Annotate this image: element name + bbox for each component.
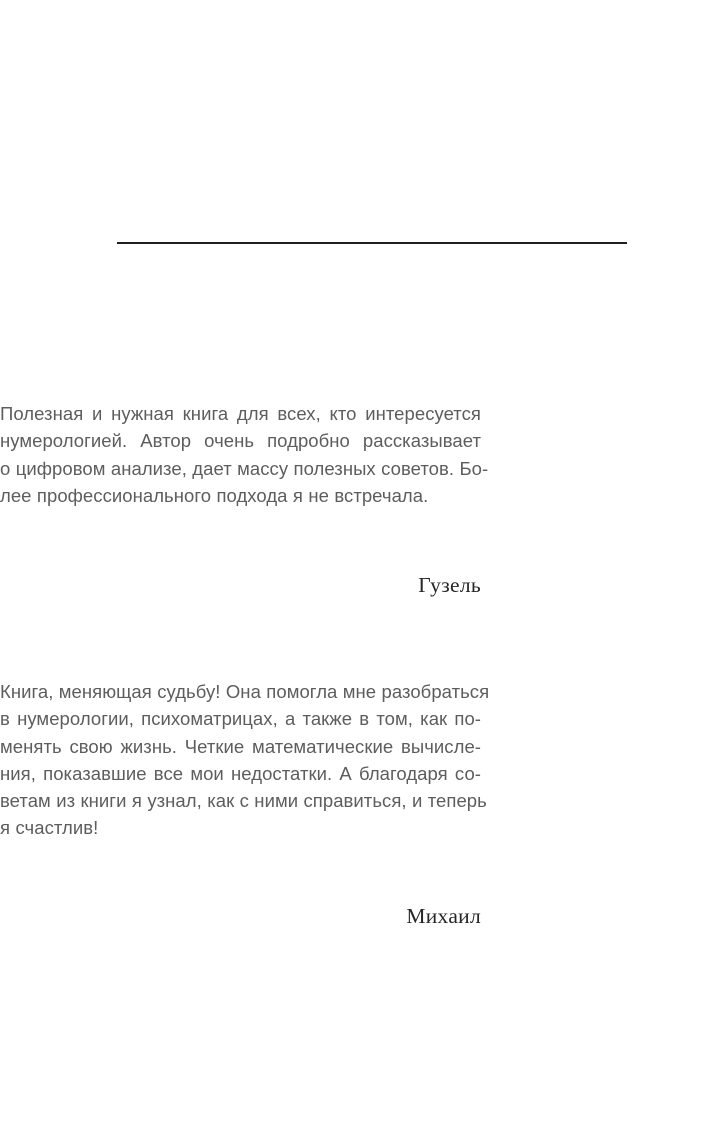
testimonial-signature-2: Михаил (406, 903, 481, 928)
top-divider-rule (117, 242, 627, 244)
testimonial-line: менять свою жизнь. Четкие математические вычисле- (0, 735, 481, 757)
testimonial-line: ния, показавшие все мои недостатки. А благодаря со- (0, 762, 481, 784)
testimonial-line: о цифровом анализе, дает массу полезных советов. Бо- (0, 457, 489, 479)
testimonial-line: я счастлив! (0, 817, 99, 839)
testimonial-line: Книга, меняющая судьбу! Она помогла мне разобраться (0, 681, 490, 703)
testimonial-text-1 (0, 373, 489, 536)
testimonial-text-2 (0, 651, 490, 869)
testimonial-signature-1: Гузель (418, 573, 481, 598)
testimonial-block-1 (0, 373, 489, 598)
testimonial-line: нумерологией. Автор очень подробно рассказывает (0, 430, 481, 452)
testimonial-line: ветам из книги я узнал, как с ними справиться, и теперь (0, 790, 487, 812)
testimonial-line: в нумерологии, психоматрицах, а также в том, как по- (0, 708, 481, 730)
testimonial-line: Полезная и нужная книга для всех, кто интересуется (0, 403, 481, 425)
testimonial-line: лее профессионального подхода я не встречала. (0, 484, 429, 506)
testimonial-block-2 (0, 651, 490, 929)
